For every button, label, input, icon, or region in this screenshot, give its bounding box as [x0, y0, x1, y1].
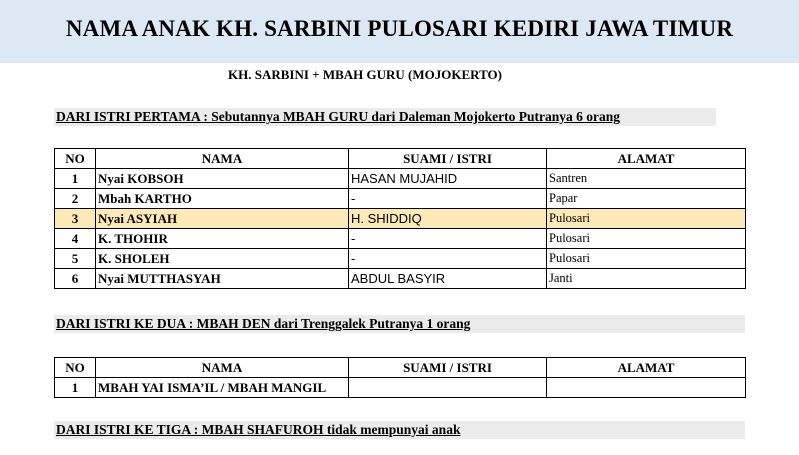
cell-alamat: Pulosari	[547, 229, 746, 249]
cell-nama: Mbah KARTHO	[96, 189, 349, 209]
cell-no: 1	[55, 169, 96, 189]
column-header-nama: NAMA	[96, 358, 349, 378]
cell-suami-istri: -	[349, 229, 547, 249]
column-header-alamat: ALAMAT	[547, 149, 746, 169]
cell-alamat: Pulosari	[547, 249, 746, 269]
children-table-first-wife	[54, 148, 746, 289]
cell-no: 6	[55, 269, 96, 289]
page-title: NAMA ANAK KH. SARBINI PULOSARI KEDIRI JAWA TIMUR	[65, 16, 734, 41]
table-row-highlighted	[55, 209, 746, 229]
table-row	[55, 229, 746, 249]
cell-nama: K. THOHIR	[96, 229, 349, 249]
cell-alamat: Santren	[547, 169, 746, 189]
section-heading-third-wife: DARI ISTRI KE TIGA : MBAH SHAFUROH tidak mempunyai anak	[54, 421, 745, 439]
page-subtitle: KH. SARBINI + MBAH GURU (MOJOKERTO)	[228, 67, 502, 82]
cell-alamat: Pulosari	[547, 209, 746, 229]
cell-nama: Nyai MUTTHASYAH	[96, 269, 349, 289]
cell-suami-istri	[349, 378, 547, 398]
children-table-second-wife	[54, 357, 746, 398]
cell-nama: Nyai KOBSOH	[96, 169, 349, 189]
column-header-no: NO	[55, 149, 96, 169]
table-row	[55, 169, 746, 189]
cell-no: 1	[55, 378, 96, 398]
cell-no: 2	[55, 189, 96, 209]
column-header-no: NO	[55, 358, 96, 378]
table-row	[55, 189, 746, 209]
cell-nama: Nyai ASYIAH	[96, 209, 349, 229]
table-header-row	[55, 358, 746, 378]
cell-suami-istri: H. SHIDDIQ	[349, 209, 547, 229]
cell-suami-istri: HASAN MUJAHID	[349, 169, 547, 189]
column-header-suami-istri: SUAMI / ISTRI	[349, 358, 547, 378]
cell-nama: K. SHOLEH	[96, 249, 349, 269]
column-header-alamat: ALAMAT	[547, 358, 746, 378]
cell-alamat: Janti	[547, 269, 746, 289]
table-row	[55, 269, 746, 289]
section-heading-second-wife: DARI ISTRI KE DUA : MBAH DEN dari Trenggalek Putranya 1 orang	[54, 315, 745, 333]
table-header-row	[55, 149, 746, 169]
table-row	[55, 249, 746, 269]
cell-alamat: Papar	[547, 189, 746, 209]
cell-no: 4	[55, 229, 96, 249]
section-heading-first-wife: DARI ISTRI PERTAMA : Sebutannya MBAH GURU dari Daleman Mojokerto Putranya 6 orang	[54, 108, 716, 126]
cell-alamat	[547, 378, 746, 398]
cell-no: 5	[55, 249, 96, 269]
cell-suami-istri: ABDUL BASYIR	[349, 269, 547, 289]
column-header-nama: NAMA	[96, 149, 349, 169]
table-row	[55, 378, 746, 398]
cell-suami-istri: -	[349, 189, 547, 209]
cell-nama: MBAH YAI ISMA’IL / MBAH MANGIL	[96, 378, 349, 398]
column-header-suami-istri: SUAMI / ISTRI	[349, 149, 547, 169]
cell-no: 3	[55, 209, 96, 229]
cell-suami-istri: -	[349, 249, 547, 269]
